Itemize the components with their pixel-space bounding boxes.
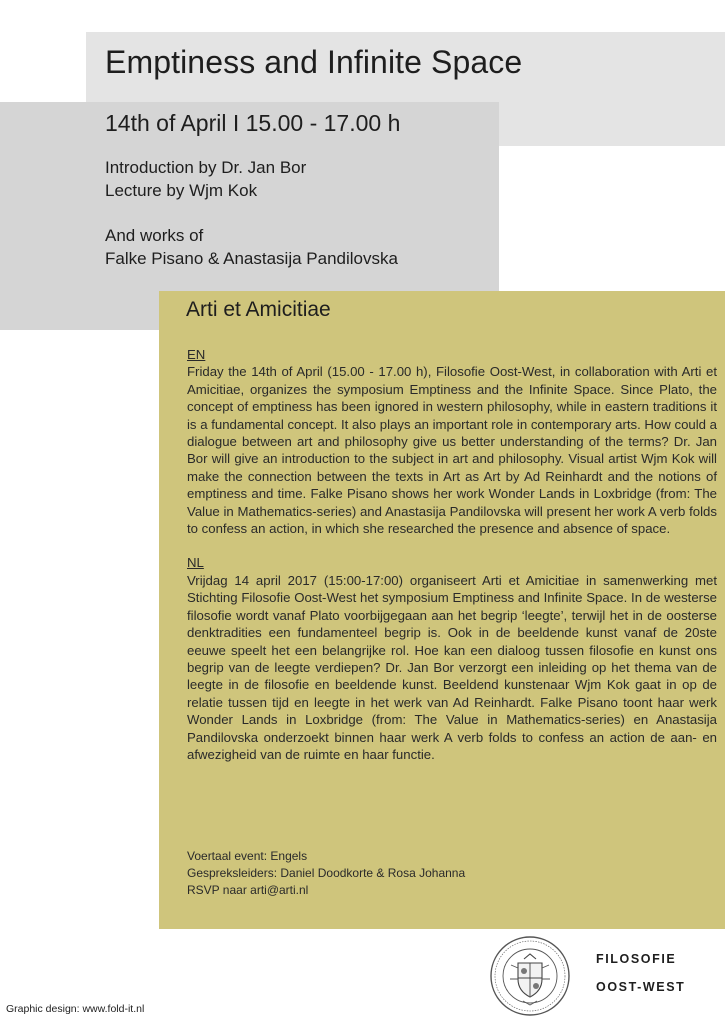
- rsvp-info: RSVP naar arti@arti.nl: [187, 883, 309, 897]
- logo-wordmark: [596, 945, 685, 1001]
- language-info: Voertaal event: Engels: [187, 849, 308, 863]
- moderators-info: Gespreksleiders: Daniel Doodkorte & Rosa Johanna: [187, 866, 466, 880]
- english-label: EN: [187, 347, 206, 362]
- venue-name: Arti et Amicitiae: [186, 298, 331, 321]
- logo-line-2: OOST-WEST: [596, 980, 686, 994]
- introduction-credit: Introduction by Dr. Jan Bor: [105, 158, 307, 177]
- event-date: 14th of April I 15.00 - 17.00 h: [105, 110, 401, 136]
- english-paragraph: Friday the 14th of April (15.00 - 17.00 h), Filosofie Oost-West, in collaboration with Arti et Amicitiae, organizes the symposium Emptiness and the Infinite Space. Since Plato, the concept of emptiness has been ignored in western philosophy, while in eastern traditions it is a fundamental concept. It also plays an important role in contemporary arts. How could a dialogue between art and philosophy give us better understanding of the terms? Dr. Jan Bor will give an introduction to the subject in art and philosophy. Visual artist Wjm Kok will make the connection between the texts in Art as Art by Ad Reinhardt and the notions of emptiness and time. Falke Pisano shows her work Wonder Lands in Loxbridge (from: The Value in Mathematics-series) and Anastasija Pandilovska will present her work A verb folds to confess an action, in which she researched the presence and absence of space.: [187, 364, 717, 537]
- lecture-credit: Lecture by Wjm Kok: [105, 181, 258, 200]
- seal-emblem-icon: [489, 935, 571, 1017]
- credits: [105, 156, 398, 270]
- description: [187, 346, 717, 763]
- design-credit: Graphic design: www.fold-it.nl: [6, 1003, 145, 1015]
- works-intro: And works of: [105, 226, 204, 245]
- logo-line-1: FILOSOFIE: [596, 952, 677, 966]
- dutch-paragraph: Vrijdag 14 april 2017 (15:00-17:00) organiseert Arti et Amicitiae in samenwerking met Stichting Filosofie Oost-West het symposium Emptiness and Infinite Space. In de westerse filosofie wordt vanaf Plato voorbijgegaan aan het begrip ‘leegte’, terwijl het in de oosterse denktradities een fundamenteel begrip is. Ook in de beeldende kunst vanaf de 20ste eeuwe speelt het een belangrijke rol. Hoe kan een dialoog tussen filosofie en kunst ons begrip van de leegte verdiepen? Dr. Jan Bor verzorgt een inleiding op het thema van de leegte in de filosofie en beeldende kunst. Beeldend kunstenaar Wjm Kok gaat in op de relatie tussen tijd en leegte in het werk van Ad Reinhardt. Falke Pisano toont haar werk Wonder Lands in Loxbridge (from: The Value in Mathematics-series) en Anastasija Pandilovska onderzoekt binnen haar werk A verb folds to confess an action de aan- en afwezigheid van de ruimte en haar functie.: [187, 572, 717, 762]
- page-title: Emptiness and Infinite Space: [105, 44, 523, 80]
- event-info: [187, 848, 465, 899]
- dutch-section: [187, 554, 717, 763]
- english-section: [187, 346, 717, 537]
- dutch-label: NL: [187, 555, 204, 571]
- artists-credit: Falke Pisano & Anastasija Pandilovska: [105, 249, 398, 268]
